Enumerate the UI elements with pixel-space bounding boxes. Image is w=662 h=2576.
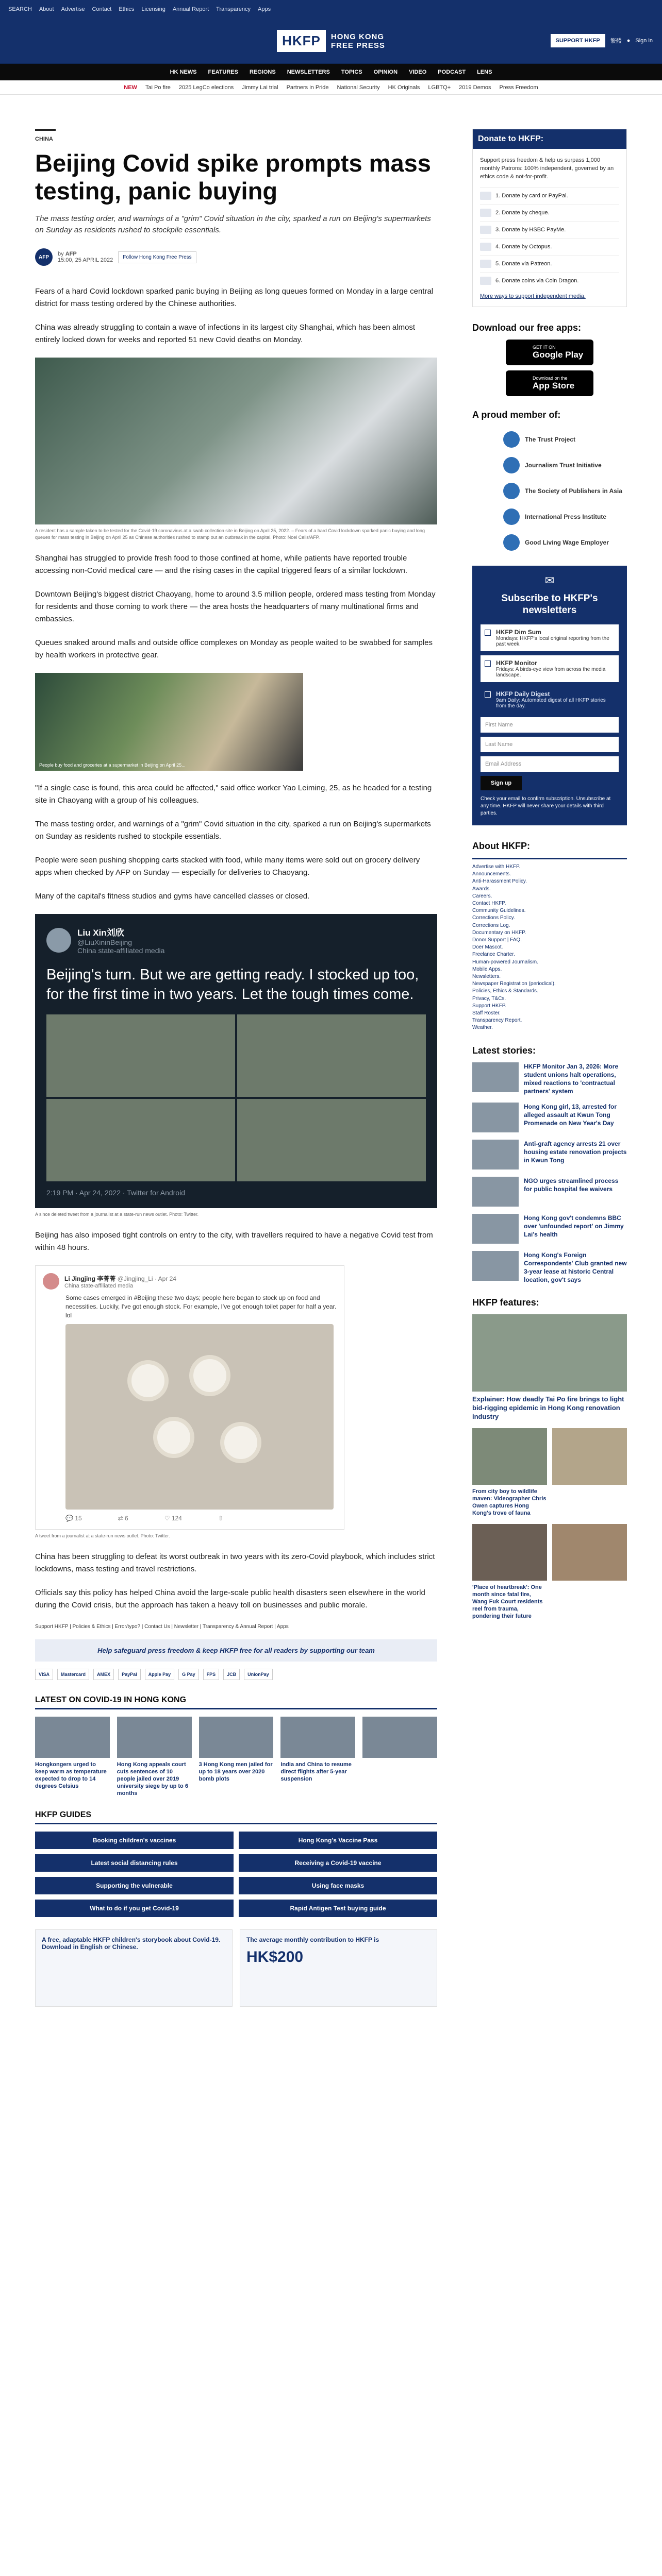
newsletter-icon: ✉: [544, 574, 555, 587]
about-links: [472, 858, 627, 1032]
tag-bar: [0, 80, 662, 95]
newsletter-name: HKFP Daily Digest: [496, 690, 550, 698]
stories-title: Latest stories:: [472, 1045, 536, 1056]
google-play-badge[interactable]: [506, 340, 593, 365]
member-name: International Press Institute: [525, 513, 607, 520]
donate-option[interactable]: [480, 272, 619, 289]
member-logo-icon: [503, 431, 520, 448]
donate-option[interactable]: [480, 238, 619, 255]
support-hkfp-button[interactable]: SUPPORT HKFP: [551, 34, 605, 47]
member-name: The Society of Publishers in Asia: [525, 487, 622, 495]
member-name: Journalism Trust Initiative: [525, 462, 602, 469]
reply-icon[interactable]: 💬 15: [65, 1515, 82, 1522]
latest-headline: India and China to resume direct flights after 5-year suspension: [280, 1761, 352, 1782]
newsletter-box: [472, 566, 627, 825]
advertise-link[interactable]: Advertise: [61, 6, 85, 12]
feature-item[interactable]: [552, 1524, 627, 1620]
latest-thumbnail: [362, 1717, 437, 1758]
story-headline: HKFP Monitor Jan 3, 2026: More student unions halt operations, mixed reactions to 'contractual partners' system: [524, 1062, 619, 1095]
storybook-promo[interactable]: A free, adaptable HKFP children's storybook about Covid-19. Download in English or Chinese.: [35, 1929, 233, 2007]
donate-option-label: 3. Donate by HSBC PayMe.: [495, 227, 566, 233]
payment-badge: AMEX: [93, 1669, 114, 1680]
payment-icon: [480, 209, 491, 217]
signin-link[interactable]: Sign in: [635, 38, 653, 44]
email-field[interactable]: Email Address: [481, 756, 619, 772]
newsletter-desc: Fridays: A birds-eye view from across the media landscape.: [496, 667, 606, 678]
feature-item[interactable]: [472, 1428, 547, 1517]
byline-text: [58, 251, 113, 263]
donate-option-label: 2. Donate by cheque.: [495, 210, 550, 216]
nav-item[interactable]: VIDEO: [409, 69, 427, 75]
contribution-text: The average monthly contribution to HKFP is: [246, 1936, 379, 1943]
about-link[interactable]: Corrections Policy.: [472, 915, 515, 921]
feature-item[interactable]: [472, 1524, 547, 1620]
latest-covid-grid: [35, 1717, 437, 1797]
payment-badge: PayPal: [118, 1669, 141, 1680]
tweet-header: [46, 925, 426, 955]
guide-button[interactable]: Booking children's vaccines: [35, 1832, 234, 1849]
google-play-small: GET IT ON: [533, 345, 556, 350]
donate-option-label: 4. Donate by Octopus.: [495, 244, 552, 250]
tweet-avatar: [46, 928, 71, 953]
story-item[interactable]: [472, 1214, 627, 1244]
newsletter-option[interactable]: [481, 624, 619, 651]
about-link[interactable]: Human-powered Journalism.: [472, 959, 538, 965]
payment-badge: G Pay: [178, 1669, 199, 1680]
toilet-paper-photo[interactable]: [65, 1324, 334, 1510]
member-logo-icon: [503, 457, 520, 473]
newsletter-desc: 9am Daily: Automated digest of all HKFP stories from the day.: [496, 698, 606, 709]
retweet-count: 6: [125, 1515, 128, 1522]
embedded-tweet[interactable]: [35, 914, 437, 1208]
story-thumbnail: [472, 1103, 519, 1132]
guide-button[interactable]: Supporting the vulnerable: [35, 1877, 234, 1894]
tweet-caption: A tweet from a journalist at a state-run news outlet. Photo: Twitter.: [35, 1533, 170, 1538]
newsletter-option[interactable]: [481, 655, 619, 682]
about-link[interactable]: Newspaper Registration (periodical).: [472, 981, 556, 987]
guide-button[interactable]: Using face masks: [239, 1877, 437, 1894]
swab-test-photo: [35, 358, 437, 524]
latest-thumbnail: [280, 1717, 355, 1758]
paragraph: China was already struggling to contain a wave of infections in its largest city Shanghai, which has been almost entirely locked down for weeks and reported 51 new Covid deaths on Monday.: [35, 323, 416, 344]
about-link[interactable]: Community Guidelines.: [472, 908, 526, 914]
story-thumbnail: [472, 1214, 519, 1244]
header-actions: [551, 34, 653, 47]
member-logo[interactable]: [472, 504, 627, 530]
guide-button[interactable]: What to do if you get Covid-19: [35, 1900, 234, 1917]
paragraph: Officials say this policy has helped China avoid the large-scale public health disasters seen elsewhere in the world during the Covid crisis, but the approach has taken a heavy toll on businesses and public morale.: [35, 1588, 425, 1609]
byline: [35, 248, 437, 266]
tweet-affiliation: China state-affiliated media: [64, 1282, 134, 1289]
photo-overlay-caption: People buy food and groceries at a supermarket in Beijing on April 25...: [39, 762, 186, 768]
member-logo[interactable]: [472, 530, 627, 555]
about-link[interactable]: Mobile Apps.: [472, 966, 502, 972]
logo-line-1: HONG KONG: [330, 32, 385, 41]
newsletter-note: Check your email to confirm subscription. Unsubscribe at any time. HKFP will never share your details with third parties.: [481, 796, 611, 816]
nav-item[interactable]: NEWSLETTERS: [287, 69, 330, 75]
tag-link[interactable]: Tai Po fire: [145, 84, 171, 91]
app-store-label: App Store: [533, 381, 575, 391]
feature-main[interactable]: [472, 1314, 627, 1421]
publish-date: 15:00, 25 APRIL 2022: [58, 257, 113, 263]
google-play-label: Google Play: [533, 350, 584, 360]
payment-badge: Mastercard: [57, 1669, 89, 1680]
about-link[interactable]: Support HKFP.: [472, 1003, 506, 1009]
feature-image: [472, 1314, 627, 1392]
article: [35, 129, 437, 2007]
about-link[interactable]: Donor Support | FAQ.: [472, 937, 522, 943]
latest-item[interactable]: [280, 1717, 355, 1797]
story-headline: Hong Kong gov't condemns BBC over 'unfounded report' on Jimmy Lai's health: [524, 1214, 624, 1238]
newsletter-desc: Mondays: HKFP's local original reporting from the past week.: [496, 636, 609, 647]
logo-wordmark: [331, 32, 385, 50]
guides-title: HKFP GUIDES: [35, 1810, 437, 1824]
tweet-image[interactable]: [237, 1014, 426, 1097]
donate-option-label: 1. Donate by card or PayPal.: [495, 193, 568, 199]
paragraph: China has been struggling to defeat its worst outbreak in two years with its zero-Covid playbook, which includes strict lockdowns, mass testing and travel restrictions.: [35, 1552, 435, 1573]
latest-headline: Hongkongers urged to keep warm as temperature expected to drop to 14 degrees Celsius: [35, 1761, 107, 1789]
member-logos: [472, 427, 627, 555]
site-logo[interactable]: [277, 30, 385, 52]
latest-item[interactable]: [117, 1717, 192, 1797]
article-dek: The mass testing order, and warnings of a "grim" Covid situation in the city, sparked a run on Beijing's supermarkets on Sunday as residents rushed to stockpile essentials.: [35, 214, 431, 234]
app-store-small: Download on the: [533, 376, 568, 381]
story-item[interactable]: [472, 1251, 627, 1284]
author-avatar: AFP: [35, 248, 53, 266]
main-nav: [0, 64, 662, 80]
donate-title: Donate to HKFP:: [473, 129, 626, 149]
donate-option-label: 5. Donate via Patreon.: [495, 261, 552, 267]
tweet-handle: @LiuXininBeijing: [77, 938, 133, 946]
donate-option[interactable]: [480, 255, 619, 272]
guides-grid: [35, 1832, 437, 1917]
member-name: The Trust Project: [525, 436, 576, 443]
latest-headline: Hong Kong appeals court cuts sentences of 10 people jailed over 2019 university siege by up to 6 months: [117, 1761, 188, 1797]
transparency-link[interactable]: Transparency: [216, 6, 251, 12]
donate-text: Support press freedom & help us surpass 1,000 monthly Patrons: 100% independent, governed by an ethics code & not-for-profit.: [480, 157, 614, 180]
member-logo[interactable]: [472, 452, 627, 478]
tweet-caption: A since deleted tweet from a journalist at a state-run news outlet. Photo: Twitter.: [35, 1212, 199, 1217]
member-logo-icon: [503, 483, 520, 499]
tag-link[interactable]: Press Freedom: [499, 84, 538, 91]
newsletter-option[interactable]: [481, 686, 619, 713]
story-headline: Anti-graft agency arrests 21 over housing estate renovation projects in Kwun Tong: [524, 1140, 627, 1164]
contribution-promo[interactable]: [240, 1929, 437, 2007]
story-thumbnail: [472, 1177, 519, 1207]
latest-thumbnail: [117, 1717, 192, 1758]
guide-button[interactable]: Hong Kong's Vaccine Pass: [239, 1832, 437, 1849]
feature-headline: Explainer: How deadly Tai Po fire brings to light bid-rigging epidemic in Hong Kong renovation industry: [472, 1395, 624, 1420]
payment-badge: UnionPay: [244, 1669, 273, 1680]
sidebar: [472, 129, 627, 1627]
payment-badge: Apple Pay: [145, 1669, 175, 1680]
tweet-text: Beijing's turn. But we are getting ready. I stocked up too, for the first time in two years. Let the tough times come.: [46, 967, 419, 1003]
story-item[interactable]: [472, 1062, 627, 1095]
tweet-actions: [65, 1515, 337, 1522]
donate-option[interactable]: [480, 221, 619, 238]
tag-link[interactable]: LGBTQ+: [428, 84, 451, 91]
apps-title: Download our free apps:: [472, 323, 582, 333]
nav-item[interactable]: PODCAST: [438, 69, 466, 75]
about-link[interactable]: Transparency Report.: [472, 1018, 522, 1024]
support-links[interactable]: Support HKFP | Policies & Ethics | Error/typo? | Contact Us | Newsletter | Transparency & Annual Report | Apps: [35, 1624, 289, 1630]
tweet-text: Some cases emerged in #Beijing these two days; people here began to stock up on food and necessities. Luckily, I've got enough stock. For example, I've got enough toilet paper for half a year. lol: [65, 1294, 337, 1319]
app-store-badge[interactable]: [506, 370, 593, 396]
donate-option[interactable]: [480, 204, 619, 221]
about-link[interactable]: Privacy, T&Cs.: [472, 995, 506, 1002]
story-thumbnail: [472, 1251, 519, 1281]
tweet-footer: 2:19 PM · Apr 24, 2022 · Twitter for Android: [46, 1189, 185, 1197]
feature-image: [472, 1524, 547, 1581]
tag-link[interactable]: National Security: [337, 84, 380, 91]
annual-report-link[interactable]: Annual Report: [172, 6, 209, 12]
nav-item[interactable]: FEATURES: [208, 69, 238, 75]
tag-link[interactable]: Jimmy Lai trial: [242, 84, 278, 91]
tag-link[interactable]: HK Originals: [388, 84, 420, 91]
latest-item[interactable]: [199, 1717, 274, 1797]
about-title: About HKFP:: [472, 841, 530, 851]
member-logo-icon: [503, 509, 520, 525]
licensing-link[interactable]: Licensing: [141, 6, 166, 12]
search-link[interactable]: SEARCH: [8, 6, 32, 12]
tweet-avatar: [43, 1273, 59, 1290]
about-link[interactable]: Contact HKFP.: [472, 901, 506, 907]
about-link[interactable]: Weather.: [472, 1025, 493, 1031]
user-icon[interactable]: ●: [626, 38, 631, 44]
payment-icon: [480, 192, 491, 200]
payment-badge: VISA: [35, 1669, 53, 1680]
contribution-amount: HK$200: [246, 1948, 304, 1965]
about-link[interactable]: Careers.: [472, 893, 492, 899]
about-link[interactable]: Anti-Harassment Policy.: [472, 878, 527, 885]
promo-row: [35, 1929, 437, 2007]
latest-thumbnail: [199, 1717, 274, 1758]
tweet-images: [46, 1014, 426, 1181]
tweet-author: Liu Xin刘欣: [77, 928, 124, 938]
paragraph: Beijing has also imposed tight controls on entry to the city, with travellers required to have a negative Covid test from within 48 hours.: [35, 1231, 433, 1252]
ethics-link[interactable]: Ethics: [119, 6, 135, 12]
tweet-affiliation: China state-affiliated media: [77, 946, 165, 955]
signup-button[interactable]: Sign up: [481, 776, 522, 790]
tag-link[interactable]: 2019 Demos: [459, 84, 491, 91]
apps-link[interactable]: Apps: [258, 6, 271, 12]
utility-bar: [0, 0, 662, 19]
feature-headline: From city boy to wildlife maven: Videographer Chris Owen captures Hong Kong's trove of fauna: [472, 1488, 547, 1516]
checkbox-icon[interactable]: [485, 691, 491, 698]
story-thumbnail: [472, 1062, 519, 1092]
paragraph: Downtown Beijing's biggest district Chaoyang, home to around 3.5 million people, ordered mass testing from Monday for residents and those coming to work there — the area hosts the headquarters of many multinational firms and embassies.: [35, 590, 436, 623]
nav-item[interactable]: OPINION: [373, 69, 398, 75]
latest-headline: 3 Hong Kong men jailed for up to 18 years over 2020 bomb plots: [198, 1761, 273, 1782]
paragraph: Shanghai has struggled to provide fresh food to those confined at home, while patients have reported trouble accessing non-Covid medical care — and the rising cases in the capital triggered fears of a similar lockdown.: [35, 554, 408, 575]
tweet-image[interactable]: [237, 1099, 426, 1181]
feature-row: [472, 1428, 627, 1517]
features-title: HKFP features:: [472, 1297, 539, 1308]
paragraph: Queues snaked around malls and outside office complexes on Monday as people waited to be swabbed for samples by health workers in protective gear.: [35, 638, 433, 659]
newsletter-name: HKFP Dim Sum: [496, 629, 541, 636]
latest-thumbnail: [35, 1717, 110, 1758]
follow-button[interactable]: Follow Hong Kong Free Press: [118, 251, 196, 263]
tag-link[interactable]: Partners in Pride: [286, 84, 329, 91]
about-link[interactable]: Policies, Ethics & Standards.: [472, 988, 538, 994]
donate-box: [472, 129, 627, 307]
logo-mark: HKFP: [277, 30, 326, 52]
author-name[interactable]: AFP: [65, 251, 77, 257]
about-link[interactable]: Documentary on HKFP.: [472, 929, 526, 936]
tweet-image[interactable]: [46, 1014, 235, 1097]
new-badge: NEW: [124, 84, 137, 91]
tweet-image[interactable]: [46, 1099, 235, 1181]
site-header: [0, 19, 662, 64]
feature-headline: 'Place of heartbreak': One month since fatal fire, Wang Fuk Court residents reel from trauma, pondering their future: [472, 1584, 543, 1619]
language-toggle[interactable]: 繁體: [610, 38, 622, 44]
retweet-icon[interactable]: ⇄ 6: [118, 1515, 128, 1522]
paragraph: People were seen pushing shopping carts stacked with food, while many items were sold out on grocery delivery apps when checked by AFP on Sunday — especially for deliveries to Chaoyang.: [35, 856, 420, 877]
member-logo[interactable]: [472, 427, 627, 452]
paragraph: The mass testing order, and warnings of a "grim" Covid situation in the city, sparked a run on Beijing's supermarkets on Sunday as residents rushed to stockpile essentials.: [35, 820, 431, 841]
photo-caption: A resident has a sample taken to be tested for the Covid-19 coronavirus at a swab collection site in Beijing on April 25, 2022. – Fears of a hard Covid lockdown sparked panic buying and long queues for mass testing in Beijing on April 25 as Chinese authorities rushed to stamp out an outbreak in the capital. Photo: Noel Celis/AFP.: [35, 528, 425, 540]
logo-line-2: FREE PRESS: [330, 41, 385, 50]
paragraph: "If a single case is found, this area could be affected," said office worker Yao Leiming, 25, as he headed for a testing site in Chaoyang with a group of his colleagues.: [35, 784, 432, 805]
about-link[interactable]: Doer Mascot.: [472, 944, 503, 951]
story-thumbnail: [472, 1140, 519, 1170]
nav-item[interactable]: REGIONS: [249, 69, 276, 75]
tweet-header: [43, 1273, 337, 1290]
support-banner[interactable]: Help safeguard press freedom & keep HKFP free for all readers by supporting our team: [35, 1639, 437, 1662]
payment-icon: [480, 277, 491, 285]
about-link[interactable]: Corrections Log.: [472, 922, 510, 928]
feature-image: [552, 1524, 627, 1581]
payment-badge: FPS: [203, 1669, 220, 1680]
latest-stories: [472, 1062, 627, 1284]
donate-option-label: 6. Donate coins via Coin Dragon.: [495, 278, 579, 284]
member-name: Good Living Wage Employer: [525, 539, 609, 546]
like-icon[interactable]: ♡ 124: [164, 1515, 182, 1522]
tag-link[interactable]: 2025 LegCo elections: [178, 84, 234, 91]
nav-item[interactable]: LENS: [477, 69, 492, 75]
donate-option[interactable]: [480, 187, 619, 204]
about-link[interactable]: Staff Roster.: [472, 1010, 501, 1016]
last-name-field[interactable]: Last Name: [481, 737, 619, 752]
member-title: A proud member of:: [472, 410, 561, 420]
story-item[interactable]: [472, 1177, 627, 1207]
payment-badge: JCB: [223, 1669, 240, 1680]
kicker-rule: [35, 129, 56, 131]
guide-button[interactable]: Latest social distancing rules: [35, 1854, 234, 1872]
member-logo-icon: [503, 534, 520, 551]
checkbox-icon[interactable]: [485, 660, 491, 667]
latest-item[interactable]: [362, 1717, 437, 1797]
feature-item[interactable]: [552, 1428, 627, 1517]
article-category[interactable]: CHINA: [35, 136, 53, 142]
about-link[interactable]: Advertise with HKFP.: [472, 864, 521, 870]
tweet-handle: @Jingjing_Li · Apr 24: [117, 1275, 176, 1282]
nav-item[interactable]: TOPICS: [341, 69, 362, 75]
like-count: 124: [171, 1515, 182, 1522]
tweet-author: Li Jingjing 李菁菁: [64, 1275, 116, 1282]
nav-item[interactable]: HK NEWS: [170, 69, 197, 75]
checkbox-icon[interactable]: [485, 630, 491, 636]
payment-icon: [480, 226, 491, 234]
payment-icon: [480, 260, 491, 268]
supermarket-photo: [35, 673, 303, 771]
story-item[interactable]: [472, 1103, 627, 1132]
guide-button[interactable]: Receiving a Covid-19 vaccine: [239, 1854, 437, 1872]
embedded-tweet-2[interactable]: [35, 1265, 344, 1530]
payment-icon: [480, 243, 491, 251]
newsletter-title: Subscribe to HKFP's newsletters: [501, 593, 598, 616]
about-link[interactable]: About: [39, 6, 54, 12]
article-title: Beijing Covid spike prompts mass testing, panic buying: [35, 149, 431, 205]
about-link[interactable]: Newsletters.: [472, 974, 501, 980]
share-icon[interactable]: ⇧: [218, 1515, 223, 1522]
story-headline: NGO urges streamlined process for public hospital fee waivers: [524, 1177, 619, 1193]
more-ways-link[interactable]: More ways to support independent media.: [480, 293, 586, 299]
latest-item[interactable]: [35, 1717, 110, 1797]
latest-covid-title: LATEST ON COVID-19 IN HONG KONG: [35, 1696, 437, 1709]
donate-options: [480, 187, 619, 289]
story-headline: Hong Kong girl, 13, arrested for alleged assault at Kwun Tong Promenade on New Year's Day: [524, 1103, 617, 1127]
newsletter-name: HKFP Monitor: [496, 659, 537, 667]
paragraph: Many of the capital's fitness studios and gyms have cancelled classes or closed.: [35, 892, 310, 901]
member-logo[interactable]: [472, 478, 627, 504]
first-name-field[interactable]: First Name: [481, 717, 619, 733]
about-link[interactable]: Awards.: [472, 886, 491, 892]
about-link[interactable]: Freelance Charter.: [472, 952, 515, 958]
feature-image: [552, 1428, 627, 1485]
contact-link[interactable]: Contact: [92, 6, 112, 12]
byline-by: by: [58, 251, 64, 257]
guide-button[interactable]: Rapid Antigen Test buying guide: [239, 1900, 437, 1917]
paragraph: Fears of a hard Covid lockdown sparked panic buying in Beijing as long queues formed on Monday in a large central district for mass testing ordered by the Chinese authorities.: [35, 287, 434, 308]
story-headline: Hong Kong's Foreign Correspondents' Club granted new 3-year lease at historic Central location, gov't says: [524, 1251, 627, 1283]
feature-row: [472, 1524, 627, 1620]
feature-image: [472, 1428, 547, 1485]
story-item[interactable]: [472, 1140, 627, 1170]
payment-methods: [35, 1669, 437, 1680]
about-link[interactable]: Announcements.: [472, 871, 511, 877]
reply-count: 15: [75, 1515, 82, 1522]
